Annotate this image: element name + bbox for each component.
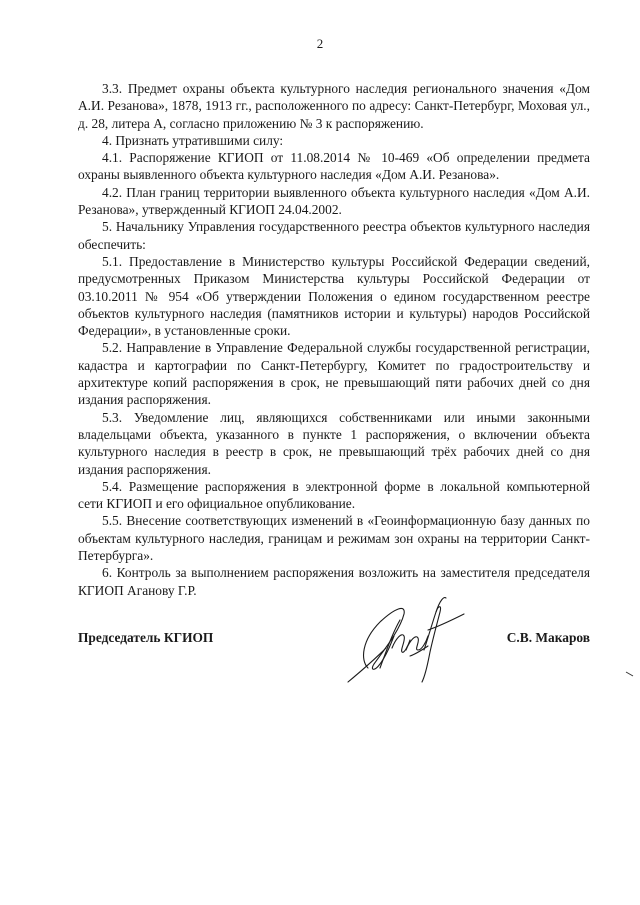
paragraph-6: 6. Контроль за выполнением распоряжения возложить на заместителя председателя КГИОП Аганову Г.Р. [78, 565, 590, 598]
document-body [78, 80, 590, 599]
paragraph-5: 5. Начальнику Управления государственного реестра объектов культурного наследия обеспечить: [78, 219, 590, 252]
page-number: 2 [316, 36, 324, 51]
paragraph-5-1: 5.1. Предоставление в Министерство культуры Российской Федерации сведений, предусмотренных Приказом Министерства культуры Российской Федерации от 03.10.2011 № 954 «Об утверждении Положения о едином государственном реестре объектов культурного наследия (памятников истории и культуры) народов Российской Федерации», в установленные сроки. [78, 253, 590, 339]
paragraph-4-2: 4.2. План границ территории выявленного объекта культурного наследия «Дом А.И. Резанова», утвержденный КГИОП 24.04.2002. [78, 184, 590, 218]
signature-block [78, 590, 590, 690]
scan-mark [625, 670, 635, 678]
paragraph-5-5: 5.5. Внесение соответствующих изменений в «Геоинформационную базу данных по объектам культурного наследия, границам и режимам зон охраны на территории Санкт-Петербурга». [78, 513, 590, 564]
paragraph-4: 4. Признать утратившими силу: [102, 132, 284, 148]
paragraph-5-4: 5.4. Размещение распоряжения в электронной форме в локальной компьютерной сети КГИОП и его официальное опубликование. [78, 478, 590, 512]
paragraph-4-1: 4.1. Распоряжение КГИОП от 11.08.2014 № 10-469 «Об определении предмета охраны выявленного объекта культурного наследия «Дом А.И. Резанова». [78, 150, 590, 183]
signatory-name: С.В. Макаров [506, 630, 590, 645]
signatory-title: Председатель КГИОП [78, 630, 214, 645]
paragraph-5-3: 5.3. Уведомление лиц, являющихся собственниками или иными законными владельцами объекта, указанного в пункте 1 распоряжения, о включении объекта культурного наследия в реестр в срок, не превышающий трёх рабочих дней со дня издания распоряжения. [78, 409, 590, 477]
paragraph-3-3: 3.3. Предмет охраны объекта культурного наследия регионального значения «Дом А.И. Резанова», 1878, 1913 гг., расположенного по адресу: Санкт-Петербург, Моховая ул., д. 28, литера А, согласно приложению № 3 к распоряжению. [78, 81, 590, 131]
paragraph-5-2: 5.2. Направление в Управление Федеральной службы государственной регистрации, кадастра и картографии по Санкт-Петербургу, Комитет по градостроительству и архитектуре копий распоряжения в срок, не превышающий пяти рабочих дней со дня издания распоряжения. [78, 340, 590, 408]
handwritten-signature [340, 590, 470, 690]
